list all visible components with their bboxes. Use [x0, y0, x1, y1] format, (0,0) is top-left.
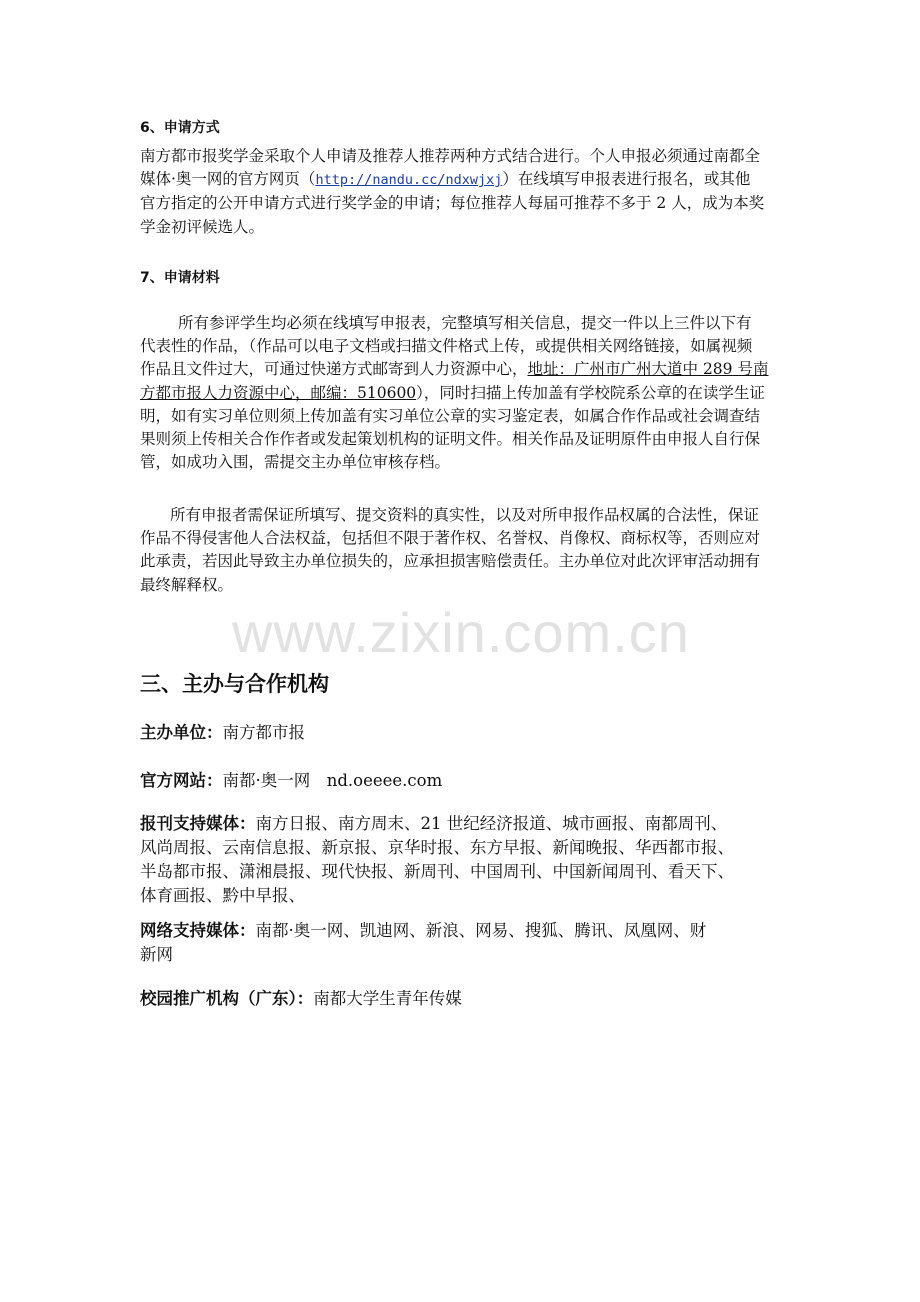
site-value: 南都·奥一网 nd.oeeee.com [222, 771, 443, 790]
campus-label: 校园推广机构（广东）： [140, 989, 314, 1008]
site-label: 官方网站： [140, 771, 223, 790]
text-line: 南方都市报奖学金采取个人申请及推荐人推荐两种方式结合进行。个人申报必须通过南都全 [140, 147, 761, 165]
host-value: 南方都市报 [222, 723, 305, 742]
print-media-label: 报刊支持媒体： [140, 814, 256, 833]
section-3-title: 三、主办与合作机构 [140, 672, 329, 696]
web-media-block [140, 919, 790, 967]
text-line: 所有参评学生均必须在线填写申报表，完整填写相关信息，提交一件以上三件以下有 [178, 314, 752, 332]
address-text: 地址：广州市广州大道中 289 号南 [527, 360, 769, 379]
text-line: 南方日报、南方周末、21 世纪经济报道、城市画报、南都周刊、 [255, 814, 728, 833]
text-line: 新网 [140, 945, 173, 964]
address-text: 方都市报人力资源中心，邮编：510600 [140, 383, 417, 402]
text-line: 管，如成功入围，需提交主办单位审核存档。 [140, 453, 451, 472]
text-line: 南都·奥一网、凯迪网、新浪、网易、搜狐、腾讯、凤凰网、财 [255, 921, 707, 940]
watermark: www.zixin.com.cn [232, 601, 690, 664]
text-line: 所有申报者需保证所填写、提交资料的真实性，以及对所申报作品权属的合法性，保证 [170, 506, 760, 524]
campus-row [140, 987, 790, 1011]
web-media-label: 网络支持媒体： [140, 921, 256, 940]
text-line: 作品不得侵害他人合法权益，包括但不限于著作权、名誉权、肖像权、商标权等，否则应对 [140, 529, 761, 548]
text-line: 半岛都市报、潇湘晨报、现代快报、新周刊、中国周刊、中国新闻周刊、看天下、 [140, 862, 734, 881]
text-line: 明，如有实习单位则须上传加盖有实习单位公章的实习鉴定表，如属合作作品或社会调查结 [140, 406, 761, 425]
text-line: 官方指定的公开申请方式进行奖学金的申请；每位推荐人每届可推荐不多于 2 人，成为本奖 [140, 194, 765, 213]
section-7-para-1 [140, 312, 785, 474]
text-line: 风尚周报、云南信息报、新京报、京华时报、东方早报、新闻晚报、华西都市报、 [140, 838, 734, 857]
section-7-para-2 [140, 504, 785, 597]
host-label: 主办单位： [140, 723, 223, 742]
text-line: 体育画报、黔中早报、 [140, 886, 305, 905]
application-link[interactable]: http://nandu.cc/ndxwjxj [315, 172, 503, 189]
section-6-body [140, 145, 785, 239]
text-line: 代表性的作品，（作品可以电子文档或扫描文件格式上传，或提供相关网络链接，如属视频 [140, 337, 753, 356]
print-media-block [140, 812, 790, 908]
text-line: 媒体·奥一网的官方网页（http://nandu.cc/ndxwjxj）在线填写申报表进行报名，或其他 [140, 170, 751, 189]
section-6-heading: 6、申请方式 [140, 120, 220, 136]
text-line: 作品且文件过大，可通过快递方式邮寄到人力资源中心，地址：广州市广州大道中 289 号南 [140, 360, 769, 379]
section-7-heading: 7、申请材料 [140, 270, 220, 286]
host-row [140, 721, 790, 745]
text-line: 此承责，若因此导致主办单位损失的，应承担损害赔偿责任。主办单位对此次评审活动拥有 [140, 552, 761, 571]
text-line: 果则须上传相关合作作者或发起策划机构的证明文件。相关作品及证明原件由申报人自行保 [140, 430, 761, 449]
site-row [140, 769, 790, 793]
campus-value: 南都大学生青年传媒 [313, 989, 462, 1008]
text-line: 最终解释权。 [140, 575, 234, 594]
text-line: 学金初评候选人。 [140, 217, 265, 236]
text-line: 方都市报人力资源中心，邮编：510600），同时扫描上传加盖有学校院系公章的在读学生证 [140, 383, 765, 402]
